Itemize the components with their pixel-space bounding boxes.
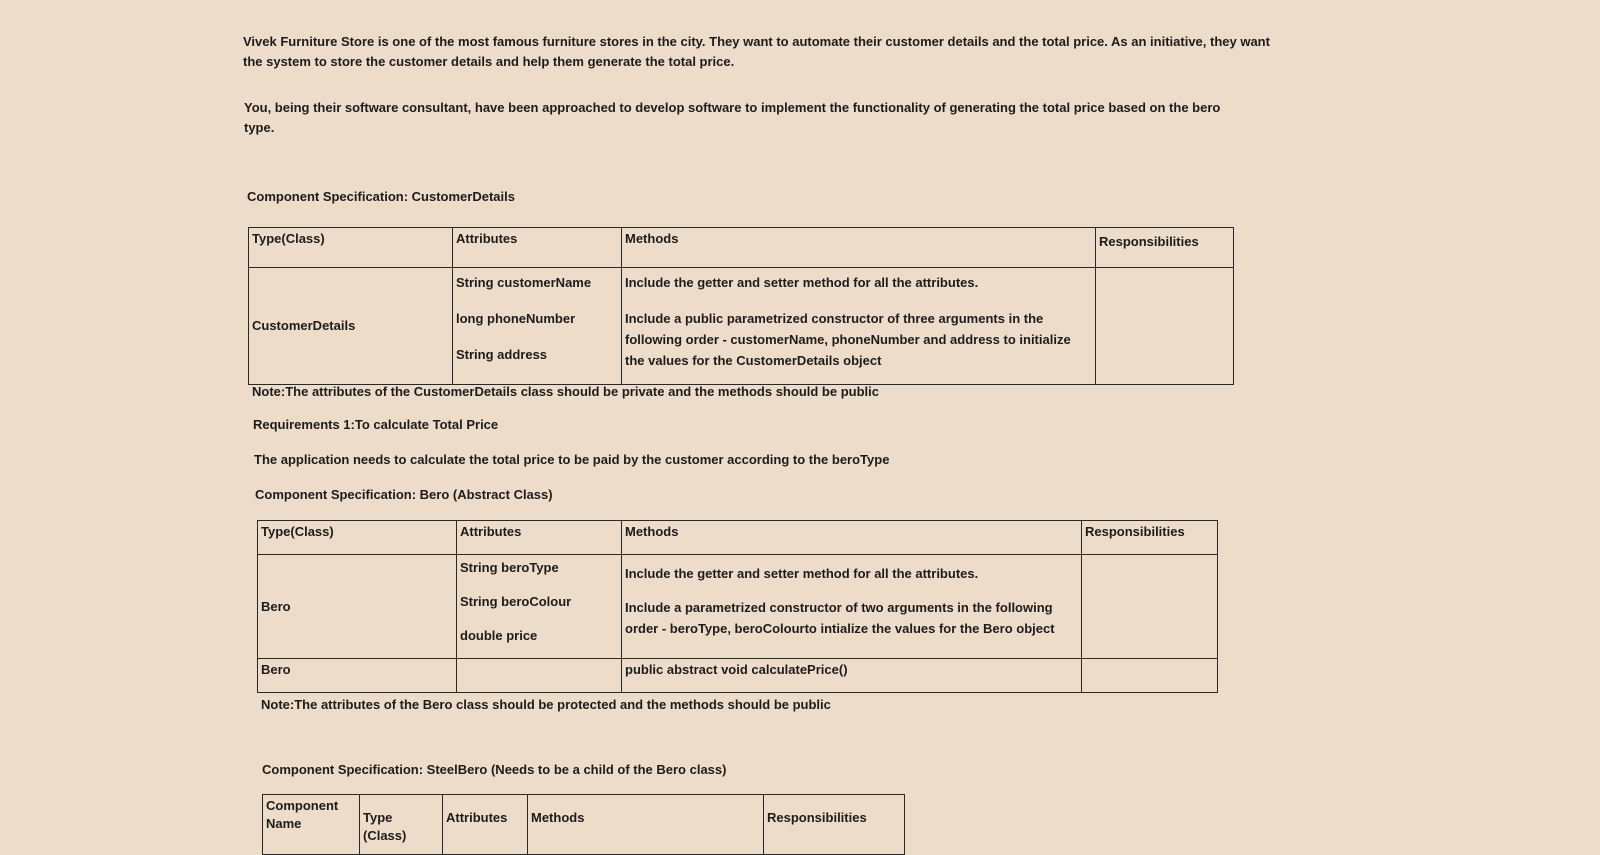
responsibilities-cell bbox=[1082, 555, 1218, 659]
bero-spec-note: Note:The attributes of the Bero class should be protected and the methods should be public bbox=[261, 697, 831, 712]
responsibilities-cell bbox=[1082, 659, 1218, 693]
header-attributes: Attributes bbox=[453, 228, 622, 268]
attribute-item: String address bbox=[456, 347, 548, 362]
class-name: Bero bbox=[258, 659, 457, 693]
table-row bbox=[249, 268, 1234, 385]
header-component: Component Name bbox=[263, 795, 360, 855]
attributes-cell bbox=[457, 555, 622, 659]
header-responsibilities: Responsibilities bbox=[1096, 228, 1234, 268]
table-header-row bbox=[258, 521, 1218, 555]
header-responsibilities: Responsibilities bbox=[1082, 521, 1218, 555]
class-name: CustomerDetails bbox=[249, 268, 453, 385]
attribute-item: double price bbox=[460, 628, 538, 643]
attributes-cell bbox=[457, 659, 622, 693]
attribute-item: String beroType bbox=[460, 560, 559, 575]
intro-paragraph-1: Vivek Furniture Store is one of the most famous furniture stores in the city. They want to automate their customer details and the total price. As an initiative, they want the system to store the customer details and help them generate the total price. bbox=[243, 34, 1270, 69]
customer-spec-note: Note:The attributes of the CustomerDetails class should be private and the methods should be public bbox=[252, 384, 879, 399]
header-methods: Methods bbox=[622, 228, 1096, 268]
header-type: Type(Class) bbox=[258, 521, 457, 555]
requirement-title: Requirements 1:To calculate Total Price bbox=[253, 417, 499, 432]
attributes-cell bbox=[453, 268, 622, 385]
bero-spec-heading: Component Specification: Bero (Abstract Class) bbox=[255, 487, 553, 502]
header-responsibilities: Responsibilities bbox=[764, 795, 905, 855]
method-item: public abstract void calculatePrice() bbox=[622, 659, 1082, 693]
steel-spec-heading: Component Specification: SteelBero (Needs to be a child of the Bero class) bbox=[262, 762, 727, 777]
methods-cell bbox=[622, 555, 1082, 659]
header-attributes: Attributes bbox=[457, 521, 622, 555]
requirement-text: The application needs to calculate the total price to be paid by the customer according to the beroType bbox=[254, 452, 890, 467]
method-item: Include a public parametrized constructor of three arguments in the following order - customerName, phoneNumber and address to initialize the values for the CustomerDetails object bbox=[625, 311, 1071, 368]
attribute-item: String customerName bbox=[456, 275, 592, 290]
table-row bbox=[258, 555, 1218, 659]
header-attributes: Attributes bbox=[443, 795, 528, 855]
method-item: Include the getter and setter method for all the attributes. bbox=[625, 566, 979, 581]
table-header-row bbox=[249, 228, 1234, 268]
class-name: Bero bbox=[258, 555, 457, 659]
method-item: Include the getter and setter method for all the attributes. bbox=[625, 275, 979, 290]
intro-paragraph-2: You, being their software consultant, have been approached to develop software to implement the functionality of generating the total price based on the bero type. bbox=[244, 100, 1221, 135]
responsibilities-cell bbox=[1096, 268, 1234, 385]
bero-spec-table bbox=[257, 520, 1218, 693]
customer-spec-heading: Component Specification: CustomerDetails bbox=[247, 189, 515, 204]
method-item: Include a parametrized constructor of two arguments in the following order - beroType, beroColourto intialize the values for the Bero object bbox=[625, 600, 1055, 636]
customer-spec-table bbox=[248, 227, 1234, 385]
attribute-item: long phoneNumber bbox=[456, 311, 576, 326]
table-row bbox=[258, 659, 1218, 693]
header-type: Type(Class) bbox=[249, 228, 453, 268]
header-type: Type (Class) bbox=[360, 795, 443, 855]
header-methods: Methods bbox=[622, 521, 1082, 555]
attribute-item: String beroColour bbox=[460, 594, 572, 609]
methods-cell bbox=[622, 268, 1096, 385]
header-methods: Methods bbox=[528, 795, 764, 855]
